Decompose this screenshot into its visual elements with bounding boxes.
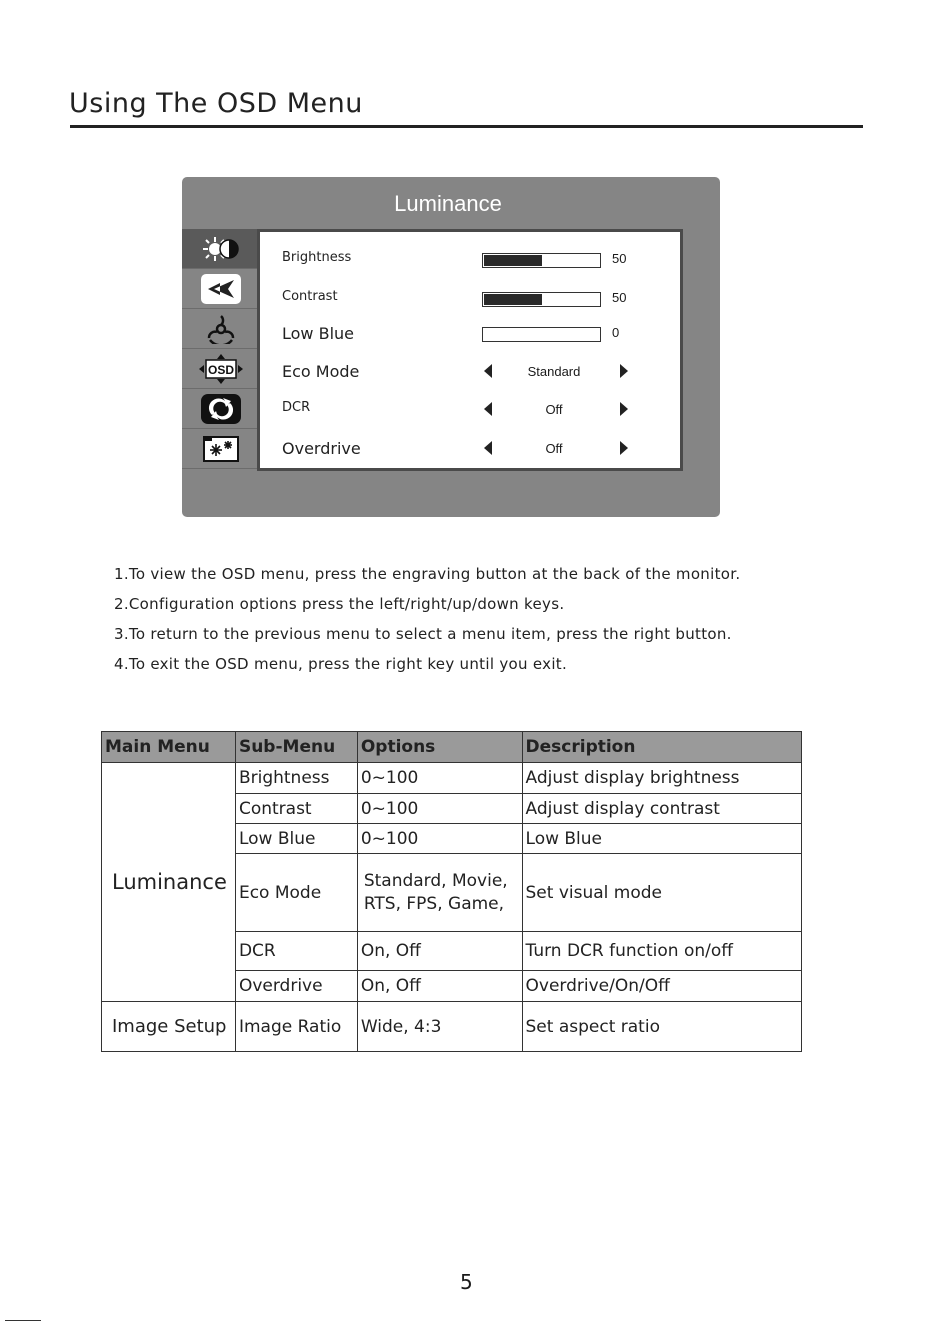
left-arrow-icon[interactable] xyxy=(484,402,492,416)
sub-menu-cell: Image Ratio xyxy=(235,1002,357,1052)
instruction-item: 4.To exit the OSD menu, press the right key until you exit. xyxy=(114,655,568,673)
contrast-slider-fill xyxy=(484,294,542,305)
corner-mark xyxy=(5,1320,41,1321)
left-arrow-icon[interactable] xyxy=(484,364,492,378)
brightness-slider[interactable] xyxy=(482,253,601,268)
table-row xyxy=(102,1002,802,1052)
osd-row-low-blue[interactable] xyxy=(260,318,680,348)
brightness-slider-fill xyxy=(484,255,542,266)
overdrive-value: Off xyxy=(545,441,563,456)
options-cell: On, Off xyxy=(357,932,522,971)
instruction-item: 3.To return to the previous menu to select a menu item, press the right button. xyxy=(114,625,732,643)
main-menu-cell: Luminance xyxy=(102,763,236,1002)
osd-icon-column xyxy=(182,229,260,469)
options-cell: 0~100 xyxy=(357,763,522,794)
page-title: Using The OSD Menu xyxy=(69,88,363,119)
contrast-slider[interactable] xyxy=(482,292,601,307)
sub-menu-cell: Contrast xyxy=(235,794,357,824)
options-cell: 0~100 xyxy=(357,824,522,854)
sub-menu-cell: DCR xyxy=(235,932,357,971)
options-cell: 0~100 xyxy=(357,794,522,824)
left-arrow-icon[interactable] xyxy=(484,441,492,455)
osd-row-label: Contrast xyxy=(282,289,338,304)
osd-row-overdrive[interactable] xyxy=(260,433,680,463)
description-cell: Set visual mode xyxy=(522,854,801,932)
column-header: Main Menu xyxy=(102,732,236,763)
osd-row-label: Brightness xyxy=(282,250,352,265)
options-cell: On, Off xyxy=(357,971,522,1002)
osd-row-brightness[interactable] xyxy=(260,244,680,274)
dcr-value: Off xyxy=(545,402,563,417)
osd-title: Luminance xyxy=(394,191,502,216)
options-cell: Wide, 4:3 xyxy=(357,1002,522,1052)
osd-row-label: Overdrive xyxy=(282,439,361,458)
right-arrow-icon[interactable] xyxy=(620,402,628,416)
reset-icon[interactable] xyxy=(182,389,260,429)
instruction-list xyxy=(114,563,740,683)
page-number: 5 xyxy=(460,1270,473,1294)
osd-row-eco-mode[interactable] xyxy=(260,356,680,386)
osd-row-contrast[interactable] xyxy=(260,283,680,313)
instruction-item: 1.To view the OSD menu, press the engraving button at the back of the monitor. xyxy=(114,565,741,583)
table-row xyxy=(102,763,802,794)
eco-mode-value: Standard xyxy=(527,364,581,379)
osd-menu-table xyxy=(101,731,802,1052)
description-cell: Turn DCR function on/off xyxy=(522,932,801,971)
osd-icon-text: OSD xyxy=(207,362,235,377)
contrast-value: 50 xyxy=(612,290,627,305)
sub-menu-cell: Low Blue xyxy=(235,824,357,854)
description-cell: Overdrive/On/Off xyxy=(522,971,801,1002)
right-arrow-icon[interactable] xyxy=(620,364,628,378)
description-cell: Set aspect ratio xyxy=(522,1002,801,1052)
osd-row-label: Low Blue xyxy=(282,324,354,343)
title-divider xyxy=(70,125,863,128)
sub-menu-cell: Brightness xyxy=(235,763,357,794)
sub-menu-cell: Overdrive xyxy=(235,971,357,1002)
description-cell: Adjust display brightness xyxy=(522,763,801,794)
osd-settings-panel xyxy=(257,229,683,471)
main-menu-cell: Image Setup xyxy=(102,1002,236,1052)
misc-icon[interactable] xyxy=(182,429,260,469)
osd-menu-panel xyxy=(182,177,720,517)
low-blue-slider[interactable] xyxy=(482,327,601,342)
right-arrow-icon[interactable] xyxy=(620,441,628,455)
brightness-value: 50 xyxy=(612,251,627,266)
osd-row-dcr[interactable] xyxy=(260,394,680,424)
column-header: Description xyxy=(522,732,801,763)
osd-setup-icon[interactable] xyxy=(182,349,260,389)
column-header: Options xyxy=(357,732,522,763)
color-temp-icon[interactable] xyxy=(182,309,260,349)
image-setup-icon[interactable] xyxy=(182,269,260,309)
sub-menu-cell: Eco Mode xyxy=(235,854,357,932)
luminance-icon[interactable] xyxy=(182,229,260,269)
description-cell: Adjust display contrast xyxy=(522,794,801,824)
instruction-item: 2.Configuration options press the left/right/up/down keys. xyxy=(114,595,565,613)
column-header: Sub-Menu xyxy=(235,732,357,763)
osd-row-label: Eco Mode xyxy=(282,362,360,381)
description-cell: Low Blue xyxy=(522,824,801,854)
osd-row-label: DCR xyxy=(282,400,311,415)
table-header-row xyxy=(102,732,802,763)
low-blue-value: 0 xyxy=(612,325,620,340)
options-cell: Standard, Movie, RTS, FPS, Game, xyxy=(357,854,522,932)
